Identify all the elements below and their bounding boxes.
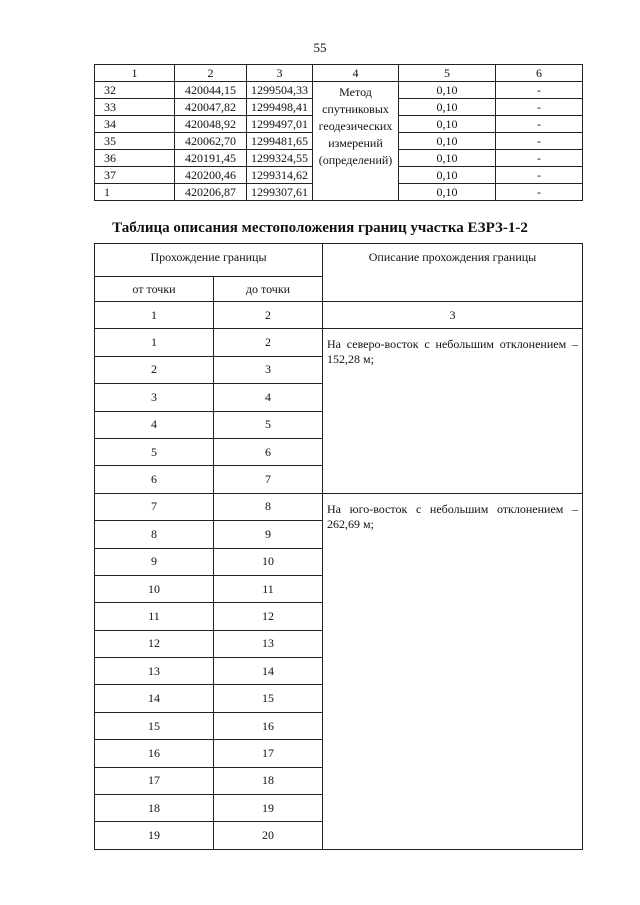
coord-y: 1299497,01 bbox=[247, 116, 313, 133]
header-to-cell: до точки bbox=[214, 277, 323, 302]
coord-header-row bbox=[95, 65, 583, 82]
coordinates-table bbox=[94, 64, 583, 201]
point-number: 36 bbox=[95, 150, 175, 167]
from-point: 5 bbox=[95, 438, 214, 465]
table-row bbox=[95, 329, 583, 356]
from-point: 7 bbox=[95, 493, 214, 520]
method-cell bbox=[313, 82, 399, 201]
to-point: 12 bbox=[214, 603, 323, 630]
from-point: 1 bbox=[95, 329, 214, 356]
to-point: 15 bbox=[214, 685, 323, 712]
to-point: 10 bbox=[214, 548, 323, 575]
coord-x: 420048,92 bbox=[175, 116, 247, 133]
method-line: геодезических bbox=[318, 119, 393, 133]
to-point: 2 bbox=[214, 329, 323, 356]
coord-header-cell: 3 bbox=[247, 65, 313, 82]
index-row bbox=[95, 302, 583, 329]
coord-x: 420047,82 bbox=[175, 99, 247, 116]
from-point: 17 bbox=[95, 767, 214, 794]
coord-x: 420200,46 bbox=[175, 167, 247, 184]
to-point: 9 bbox=[214, 521, 323, 548]
segment-description: На северо-восток с небольшим отклонением – 152,28 м; bbox=[323, 329, 583, 493]
coord-y: 1299307,61 bbox=[247, 184, 313, 201]
index-cell: 3 bbox=[323, 302, 583, 329]
accuracy-value: 0,10 bbox=[399, 133, 496, 150]
point-number: 37 bbox=[95, 167, 175, 184]
table-row bbox=[95, 82, 583, 99]
accuracy-value: 0,10 bbox=[399, 99, 496, 116]
accuracy-value: 0,10 bbox=[399, 167, 496, 184]
to-point: 16 bbox=[214, 712, 323, 739]
from-point: 6 bbox=[95, 466, 214, 493]
boundary-description-table bbox=[94, 243, 583, 850]
point-number: 35 bbox=[95, 133, 175, 150]
to-point: 7 bbox=[214, 466, 323, 493]
from-point: 9 bbox=[95, 548, 214, 575]
header-from-cell: от точки bbox=[95, 277, 214, 302]
point-number: 1 bbox=[95, 184, 175, 201]
dash-value: - bbox=[496, 82, 583, 99]
to-point: 3 bbox=[214, 356, 323, 383]
point-number: 33 bbox=[95, 99, 175, 116]
from-point: 14 bbox=[95, 685, 214, 712]
point-number: 34 bbox=[95, 116, 175, 133]
index-cell: 2 bbox=[214, 302, 323, 329]
from-point: 15 bbox=[95, 712, 214, 739]
to-point: 18 bbox=[214, 767, 323, 794]
accuracy-value: 0,10 bbox=[399, 150, 496, 167]
from-point: 19 bbox=[95, 822, 214, 849]
from-point: 16 bbox=[95, 740, 214, 767]
coord-y: 1299481,65 bbox=[247, 133, 313, 150]
accuracy-value: 0,10 bbox=[399, 116, 496, 133]
coord-y: 1299498,41 bbox=[247, 99, 313, 116]
to-point: 14 bbox=[214, 658, 323, 685]
boundary-table-title: Таблица описания местоположения границ участка ЕЗРЗ-1-2 bbox=[112, 220, 528, 236]
to-point: 20 bbox=[214, 822, 323, 849]
point-number: 32 bbox=[95, 82, 175, 99]
to-point: 11 bbox=[214, 575, 323, 602]
from-point: 18 bbox=[95, 795, 214, 822]
method-line: спутниковых bbox=[322, 102, 389, 116]
coord-y: 1299314,62 bbox=[247, 167, 313, 184]
from-point: 8 bbox=[95, 521, 214, 548]
to-point: 5 bbox=[214, 411, 323, 438]
coord-x: 420044,15 bbox=[175, 82, 247, 99]
table-row bbox=[95, 493, 583, 520]
coord-x: 420191,45 bbox=[175, 150, 247, 167]
method-line: (определений) bbox=[318, 153, 393, 167]
dash-value: - bbox=[496, 116, 583, 133]
header-row-1 bbox=[95, 244, 583, 277]
dash-value: - bbox=[496, 167, 583, 184]
to-point: 6 bbox=[214, 438, 323, 465]
dash-value: - bbox=[496, 99, 583, 116]
coord-x: 420062,70 bbox=[175, 133, 247, 150]
to-point: 19 bbox=[214, 795, 323, 822]
coord-y: 1299504,33 bbox=[247, 82, 313, 99]
header-group-cell: Прохождение границы bbox=[95, 244, 323, 277]
from-point: 12 bbox=[95, 630, 214, 657]
coord-y: 1299324,55 bbox=[247, 150, 313, 167]
method-line: измерений bbox=[328, 136, 383, 150]
to-point: 13 bbox=[214, 630, 323, 657]
coord-header-cell: 2 bbox=[175, 65, 247, 82]
method-line: Метод bbox=[339, 85, 372, 99]
coord-x: 420206,87 bbox=[175, 184, 247, 201]
from-point: 2 bbox=[95, 356, 214, 383]
segment-description: На юго-восток с небольшим отклонением – 262,69 м; bbox=[323, 493, 583, 849]
coord-header-cell: 1 bbox=[95, 65, 175, 82]
dash-value: - bbox=[496, 184, 583, 201]
from-point: 11 bbox=[95, 603, 214, 630]
dash-value: - bbox=[496, 150, 583, 167]
dash-value: - bbox=[496, 133, 583, 150]
from-point: 10 bbox=[95, 575, 214, 602]
to-point: 4 bbox=[214, 384, 323, 411]
from-point: 3 bbox=[95, 384, 214, 411]
page-number: 55 bbox=[313, 40, 327, 55]
coord-header-cell: 6 bbox=[496, 65, 583, 82]
coord-header-cell: 4 bbox=[313, 65, 399, 82]
to-point: 17 bbox=[214, 740, 323, 767]
from-point: 13 bbox=[95, 658, 214, 685]
index-cell: 1 bbox=[95, 302, 214, 329]
from-point: 4 bbox=[95, 411, 214, 438]
accuracy-value: 0,10 bbox=[399, 82, 496, 99]
to-point: 8 bbox=[214, 493, 323, 520]
header-desc-cell: Описание прохождения границы bbox=[323, 244, 583, 302]
accuracy-value: 0,10 bbox=[399, 184, 496, 201]
coord-header-cell: 5 bbox=[399, 65, 496, 82]
